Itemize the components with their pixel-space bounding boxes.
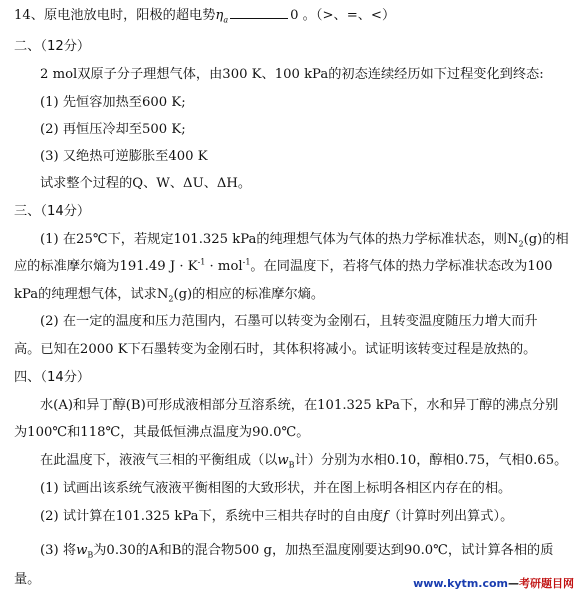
section-3-p2-line-2: 高。已知在2000 K下石墨转变为金刚石时，其体积将减小。试证明该转变过程是放热的。 bbox=[14, 342, 537, 357]
watermark-url: www.kytm.com bbox=[413, 577, 508, 590]
section-3-p1-line-2: 应的标准摩尔熵为191.49 $J \cdot K^{-1} \cdot mol^{-1}$。在同温度下，若将气体的热力学标准状态改为100 bbox=[14, 257, 553, 274]
section-4-line-2: 为100℃和118℃，其最低恒沸点温度为90.0℃。 bbox=[14, 425, 310, 440]
section-4-line-3: 在此温度下，液液气三相的平衡组成（以$w_B$计）分别为水相0.10，醇相0.75，气相0.65。 bbox=[40, 453, 568, 470]
section-2-question: 试求整个过程的Q、W、ΔU、ΔH。 bbox=[40, 176, 252, 191]
section-3-title: 三、（14分） bbox=[14, 204, 91, 219]
section-4-question-3: (3) 将$w_B$为0.30的A和B的混合物500 g，加热至温度刚要达到90.0℃，试计算各相的质 bbox=[40, 543, 554, 560]
section-2-step-3: (3) 又绝热可逆膨胀至400 K bbox=[40, 149, 208, 164]
section-3-p2-line-1: (2) 在一定的温度和压力范围内，石墨可以转变为金刚石，且转变温度随压力增大而升 bbox=[40, 314, 538, 329]
watermark: www.kytm.com—考研题目网 bbox=[413, 577, 574, 590]
section-4-title: 四、（14分） bbox=[14, 370, 91, 385]
section-2-title: 二、（12分） bbox=[14, 39, 91, 54]
section-4-question-1: (1) 试画出该系统气液液平衡相图的大致形状，并在图上标明各相区内存在的相。 bbox=[40, 481, 512, 496]
question-14: 14、原电池放电时，阳极的超电势$\eta_a$ 0 。（>、=、<） bbox=[14, 8, 396, 25]
eta-symbol: $\eta_a$ bbox=[215, 8, 229, 25]
section-4-question-2: (2) 试计算在101.325 kPa下，系统中三相共存时的自由度f（计算时列出算式）。 bbox=[40, 509, 514, 524]
section-2-step-2: (2) 再恒压冷却至500 K; bbox=[40, 122, 186, 137]
section-2-intro: 2 mol双原子分子理想气体，由300 K、100 kPa的初态连续经历如下过程变化到终态: bbox=[40, 67, 544, 82]
section-3-p1-line-3: kPa的纯理想气体，试求$N_2(g)$的相应的标准摩尔熵。 bbox=[14, 287, 325, 304]
watermark-brand: 考研题目网 bbox=[519, 577, 574, 590]
section-4-line-1: 水(A)和异丁醇(B)可形成液相部分互溶系统，在101.325 kPa下，水和异丁醇的沸点分别 bbox=[40, 398, 559, 413]
section-2-step-1: (1) 先恒容加热至600 K; bbox=[40, 95, 186, 110]
answer-blank bbox=[230, 6, 288, 19]
section-4-question-3-end: 量。 bbox=[14, 572, 41, 587]
section-3-p1-line-1: (1) 在25℃下，若规定101.325 kPa的纯理想气体为气体的热力学标准状态，则$N_2(g)$的相 bbox=[40, 232, 569, 249]
